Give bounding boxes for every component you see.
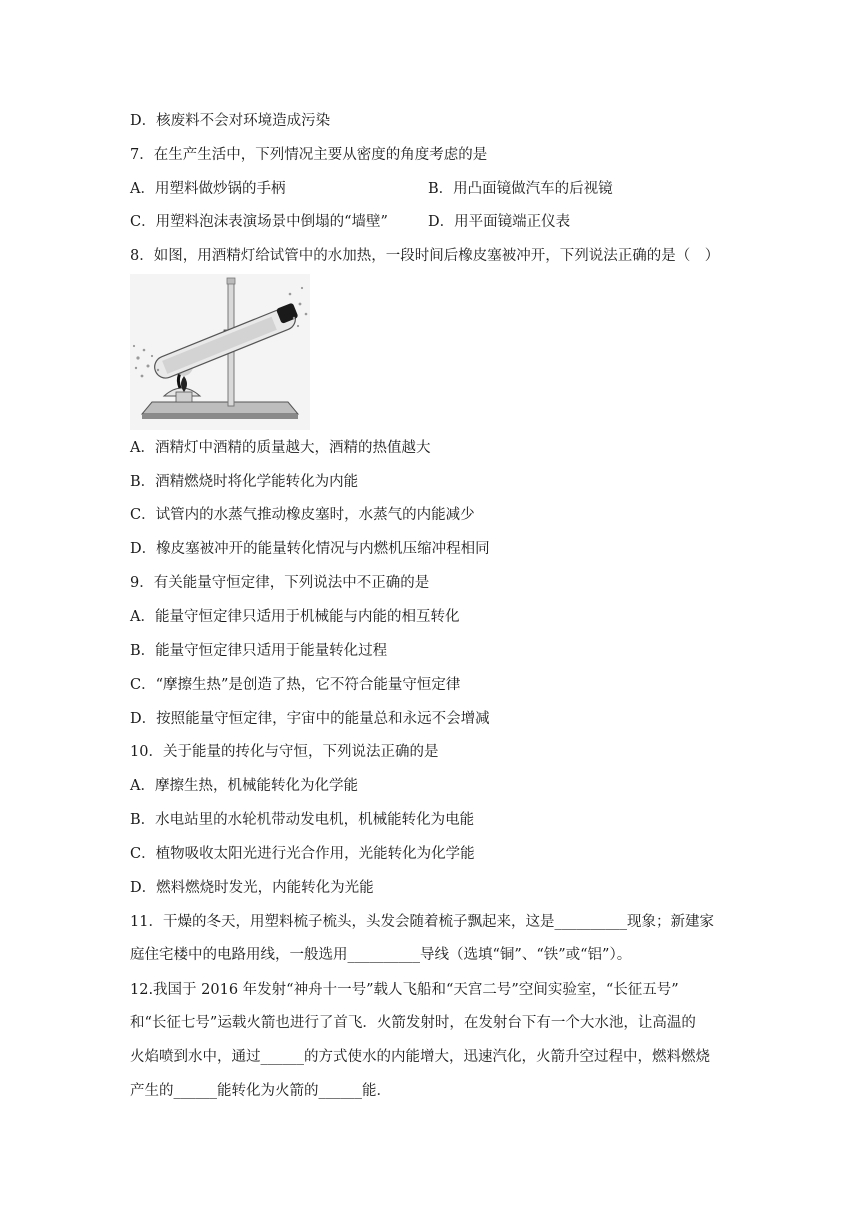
question-9-option-a: A．能量守恒定律只适用于机械能与内能的相互转化 [130,609,460,625]
question-9: 9．有关能量守恒定律，下列说法中不正确的是 [130,575,430,591]
test-tube-heating-figure [130,274,310,430]
question-8-option-a: A．酒精灯中酒精的质量越大，酒精的热值越大 [130,440,431,456]
question-9-option-c: C．“摩擦生热”是创造了热，它不符合能量守恒定律 [130,677,461,693]
question-11-line-1: 11．干燥的冬天，用塑料梳子梳头，头发会随着梳子飘起来，这是__________现象；新建家 [130,914,714,930]
question-8-option-d: D．橡皮塞被冲开的能量转化情况与内燃机压缩冲程相同 [130,541,490,557]
question-8: 8．如图，用酒精灯给试管中的水加热，一段时间后橡皮塞被冲开，下列说法正确的是（ ） [130,248,720,264]
question-10-option-b: B．水电站里的水轮机带动发电机，机械能转化为电能 [130,812,475,828]
question-11-line-2: 庭住宅楼中的电路用线，一般选用__________导线（选填“铜”、“铁”或“铝”）。 [130,947,632,963]
question-8-option-b: B．酒精燃烧时将化学能转化为内能 [130,474,359,490]
question-10-option-a: A．摩擦生热，机械能转化为化学能 [130,778,358,794]
option-d-nuclear-waste: D．核废料不会对环境造成污染 [130,113,331,129]
question-9-option-b: B．能量守恒定律只适用于能量转化过程 [130,643,388,659]
question-7-option-d: D．用平面镜端正仪表 [428,214,571,230]
question-12-line-2: 和“长征七号”运载火箭也进行了首飞．火箭发射时，在发射台下有一个大水池，让高温的 [130,1015,696,1031]
question-10-option-d: D．燃料燃烧时发光，内能转化为光能 [130,880,374,896]
question-10-option-c: C．植物吸收太阳光进行光合作用，光能转化为化学能 [130,846,475,862]
question-12-line-3: 火焰喷到水中，通过______的方式使水的内能增大，迅速汽化，火箭升空过程中，燃料燃烧 [130,1049,710,1065]
question-7-option-c: C．用塑料泡沫表演场景中倒塌的“墙壁” [130,214,388,230]
question-10: 10．关于能量的抟化与守恒，下列说法正确的是 [130,744,439,760]
question-12-line-4: 产生的______能转化为火箭的______能． [130,1083,391,1099]
question-9-option-d: D．按照能量守恒定律，宇宙中的能量总和永远不会增减 [130,711,490,727]
question-7-option-b: B．用凸面镜做汽车的后视镜 [428,181,613,197]
question-7: 7．在生产生活中，下列情况主要从密度的角度考虑的是 [130,147,488,163]
question-7-option-a: A．用塑料做炒锅的手柄 [130,181,286,197]
question-8-option-c: C．试管内的水蒸气推动橡皮塞时，水蒸气的内能减少 [130,507,475,523]
question-12-line-1: 12.我国于 2016 年发射“神舟十一号”载人飞船和“天宫二号”空间实验室，“长征五号” [130,982,679,998]
